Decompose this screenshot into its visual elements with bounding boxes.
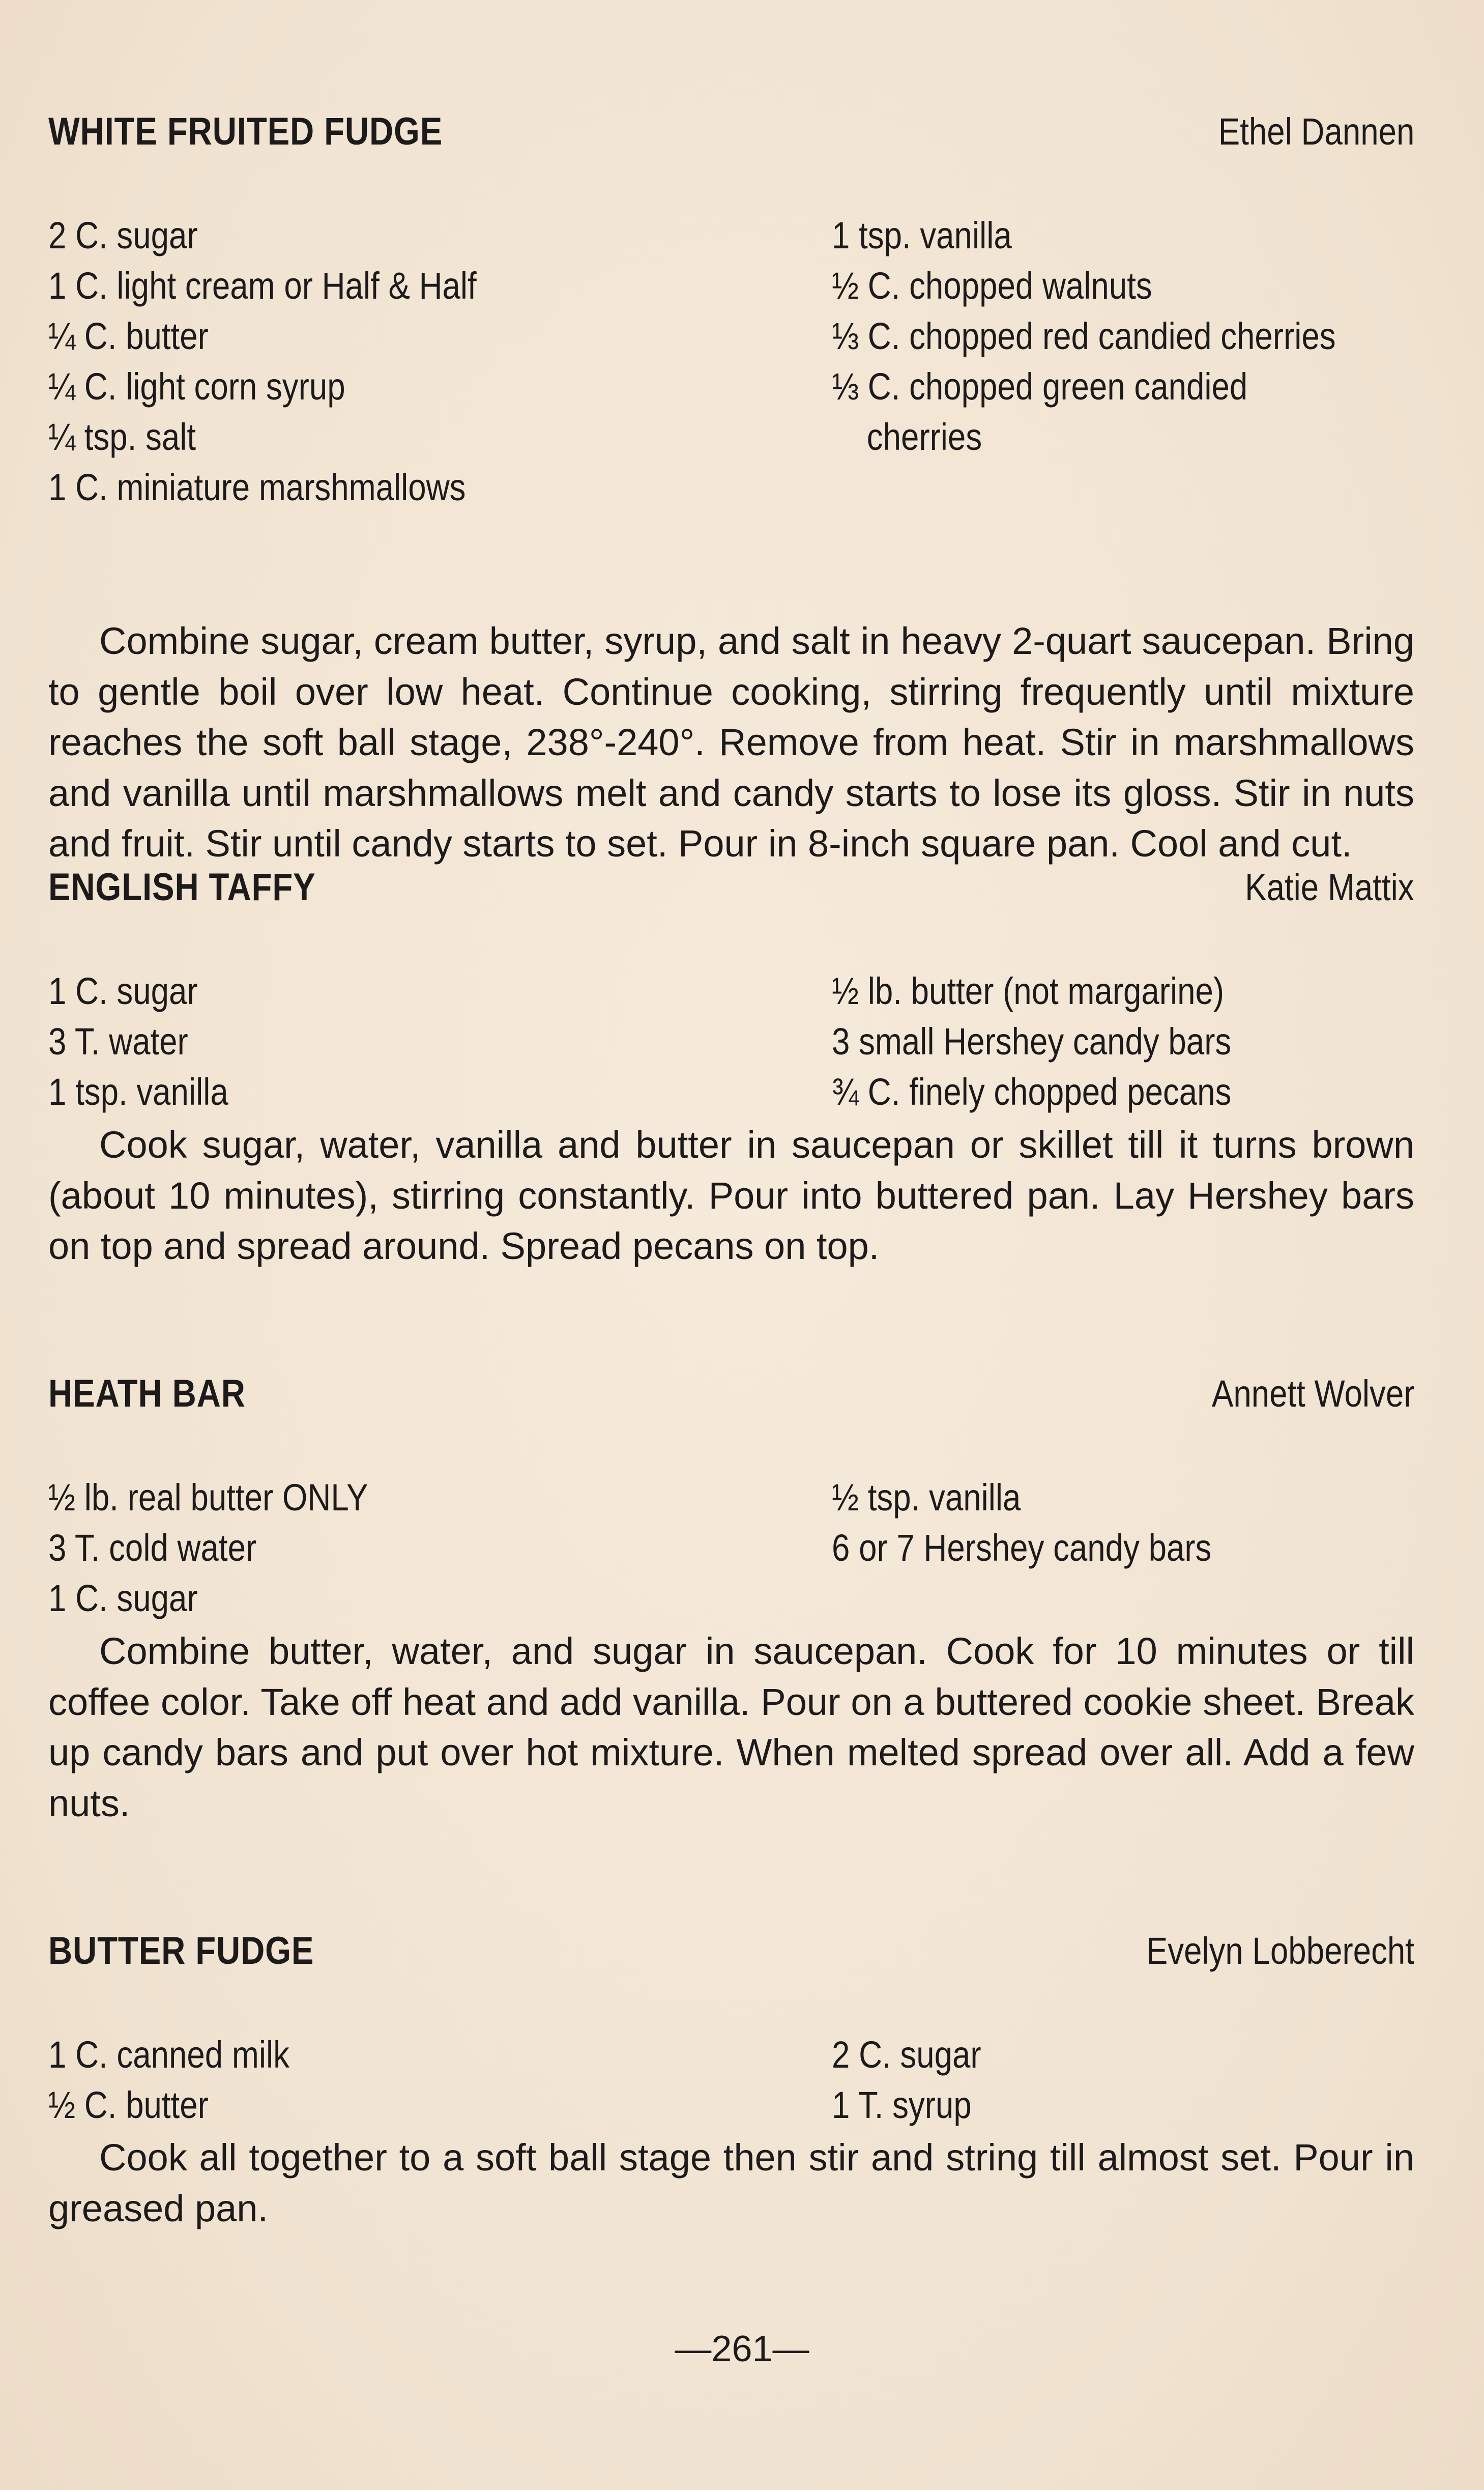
ingredient-item: 1 tsp. vanilla xyxy=(48,1071,228,1113)
recipe-header xyxy=(48,865,1414,916)
ingredient-item: 1 C. light cream or Half & Half xyxy=(48,265,477,307)
ingredient-item: ¼ tsp. salt xyxy=(48,416,196,458)
recipe-author: Katie Mattix xyxy=(1245,866,1414,908)
ingredient-column-left xyxy=(48,1472,420,1623)
recipe-title: WHITE FRUITED FUDGE xyxy=(48,110,443,153)
ingredient-column-left xyxy=(48,966,257,1117)
ingredient-item: 2 C. sugar xyxy=(48,214,198,256)
ingredient-item: 1 T. syrup xyxy=(832,2084,972,2126)
ingredient-item: 1 C. miniature marshmallows xyxy=(48,466,466,508)
ingredient-item: 3 T. water xyxy=(48,1020,188,1063)
ingredient-item: ½ C. chopped walnuts xyxy=(832,265,1152,307)
recipe-title: ENGLISH TAFFY xyxy=(48,866,316,909)
recipe-directions: Combine butter, water, and sugar in saucepan. Cook for 10 minutes or till coffee color. Take off heat and add vanilla. Pour on a buttered cookie sheet. Break up candy bars and put over hot mixture. When melted spread over all. Add a few nuts. xyxy=(48,1630,1414,1824)
recipe-butter-fudge xyxy=(48,1929,1414,2229)
recipe-english-taffy xyxy=(48,865,1414,1267)
ingredient-item: ½ tsp. vanilla xyxy=(832,1476,1021,1519)
ingredient-item: 3 small Hershey candy bars xyxy=(832,1020,1232,1063)
ingredient-item: 2 C. sugar xyxy=(832,2034,981,2076)
ingredient-item: 3 T. cold water xyxy=(48,1527,257,1569)
ingredient-item: 1 tsp. vanilla xyxy=(832,214,1012,256)
ingredient-item: ¾ C. finely chopped pecans xyxy=(832,1071,1232,1113)
ingredient-item: ½ lb. real butter ONLY xyxy=(48,1476,368,1519)
recipe-header xyxy=(48,1371,1414,1422)
ingredient-item: 1 C. sugar xyxy=(48,1577,198,1619)
recipe-author: Annett Wolver xyxy=(1211,1372,1414,1415)
ingredient-item: 1 C. canned milk xyxy=(48,2034,289,2076)
ingredient-column-right xyxy=(832,1472,1273,1573)
ingredient-column-right xyxy=(832,966,1296,1117)
ingredient-item: ⅓ C. chopped red candied cherries xyxy=(832,315,1336,357)
recipe-author: Evelyn Lobberecht xyxy=(1146,1930,1414,1972)
recipe-title: BUTTER FUDGE xyxy=(48,1929,314,1972)
recipe-author: Ethel Dannen xyxy=(1218,110,1414,153)
ingredient-column-left xyxy=(48,2029,329,2130)
ingredient-item: ½ lb. butter (not margarine) xyxy=(832,970,1225,1012)
ingredient-item: 6 or 7 Hershey candy bars xyxy=(832,1527,1212,1569)
recipe-header xyxy=(48,1929,1414,1980)
ingredient-item: ¼ C. butter xyxy=(48,315,209,357)
recipe-white-fruited-fudge xyxy=(48,109,1414,865)
ingredient-item: 1 C. sugar xyxy=(48,970,198,1012)
ingredient-item: ½ C. butter xyxy=(48,2084,209,2126)
recipe-directions: Combine sugar, cream butter, syrup, and salt in heavy 2-quart saucepan. Bring to gentle boil over low heat. Continue cooking, stirring frequently until mixture reaches the soft ball stage, 238°-240°. Remove from heat. Stir in marshmallows and vanilla until marshmallows melt and candy starts to lose its gloss. Stir in nuts and fruit. Stir until candy starts to set. Pour in 8-inch square pan. Cool and cut. xyxy=(48,620,1414,865)
ingredient-item: cherries xyxy=(866,416,982,458)
ingredient-column-right xyxy=(832,210,1418,462)
ingredient-item: ¼ C. light corn syrup xyxy=(48,365,345,408)
page-number: —261— xyxy=(675,2329,809,2369)
recipe-header xyxy=(48,109,1414,160)
ingredient-column-left xyxy=(48,210,546,512)
recipe-heath-bar xyxy=(48,1371,1414,1824)
recipe-directions: Cook all together to a soft ball stage then stir and string till almost set. Pour in greased pan. xyxy=(48,2136,1414,2229)
recipe-title: HEATH BAR xyxy=(48,1372,246,1415)
recipe-directions: Cook sugar, water, vanilla and butter in saucepan or skillet till it turns brown (about 10 minutes), stirring constantly. Pour into buttered pan. Lay Hershey bars on top and spread around. Spread pecans on top. xyxy=(48,1124,1414,1267)
ingredient-column-right xyxy=(832,2029,1005,2130)
ingredient-item: ⅓ C. chopped green candied xyxy=(832,365,1248,408)
